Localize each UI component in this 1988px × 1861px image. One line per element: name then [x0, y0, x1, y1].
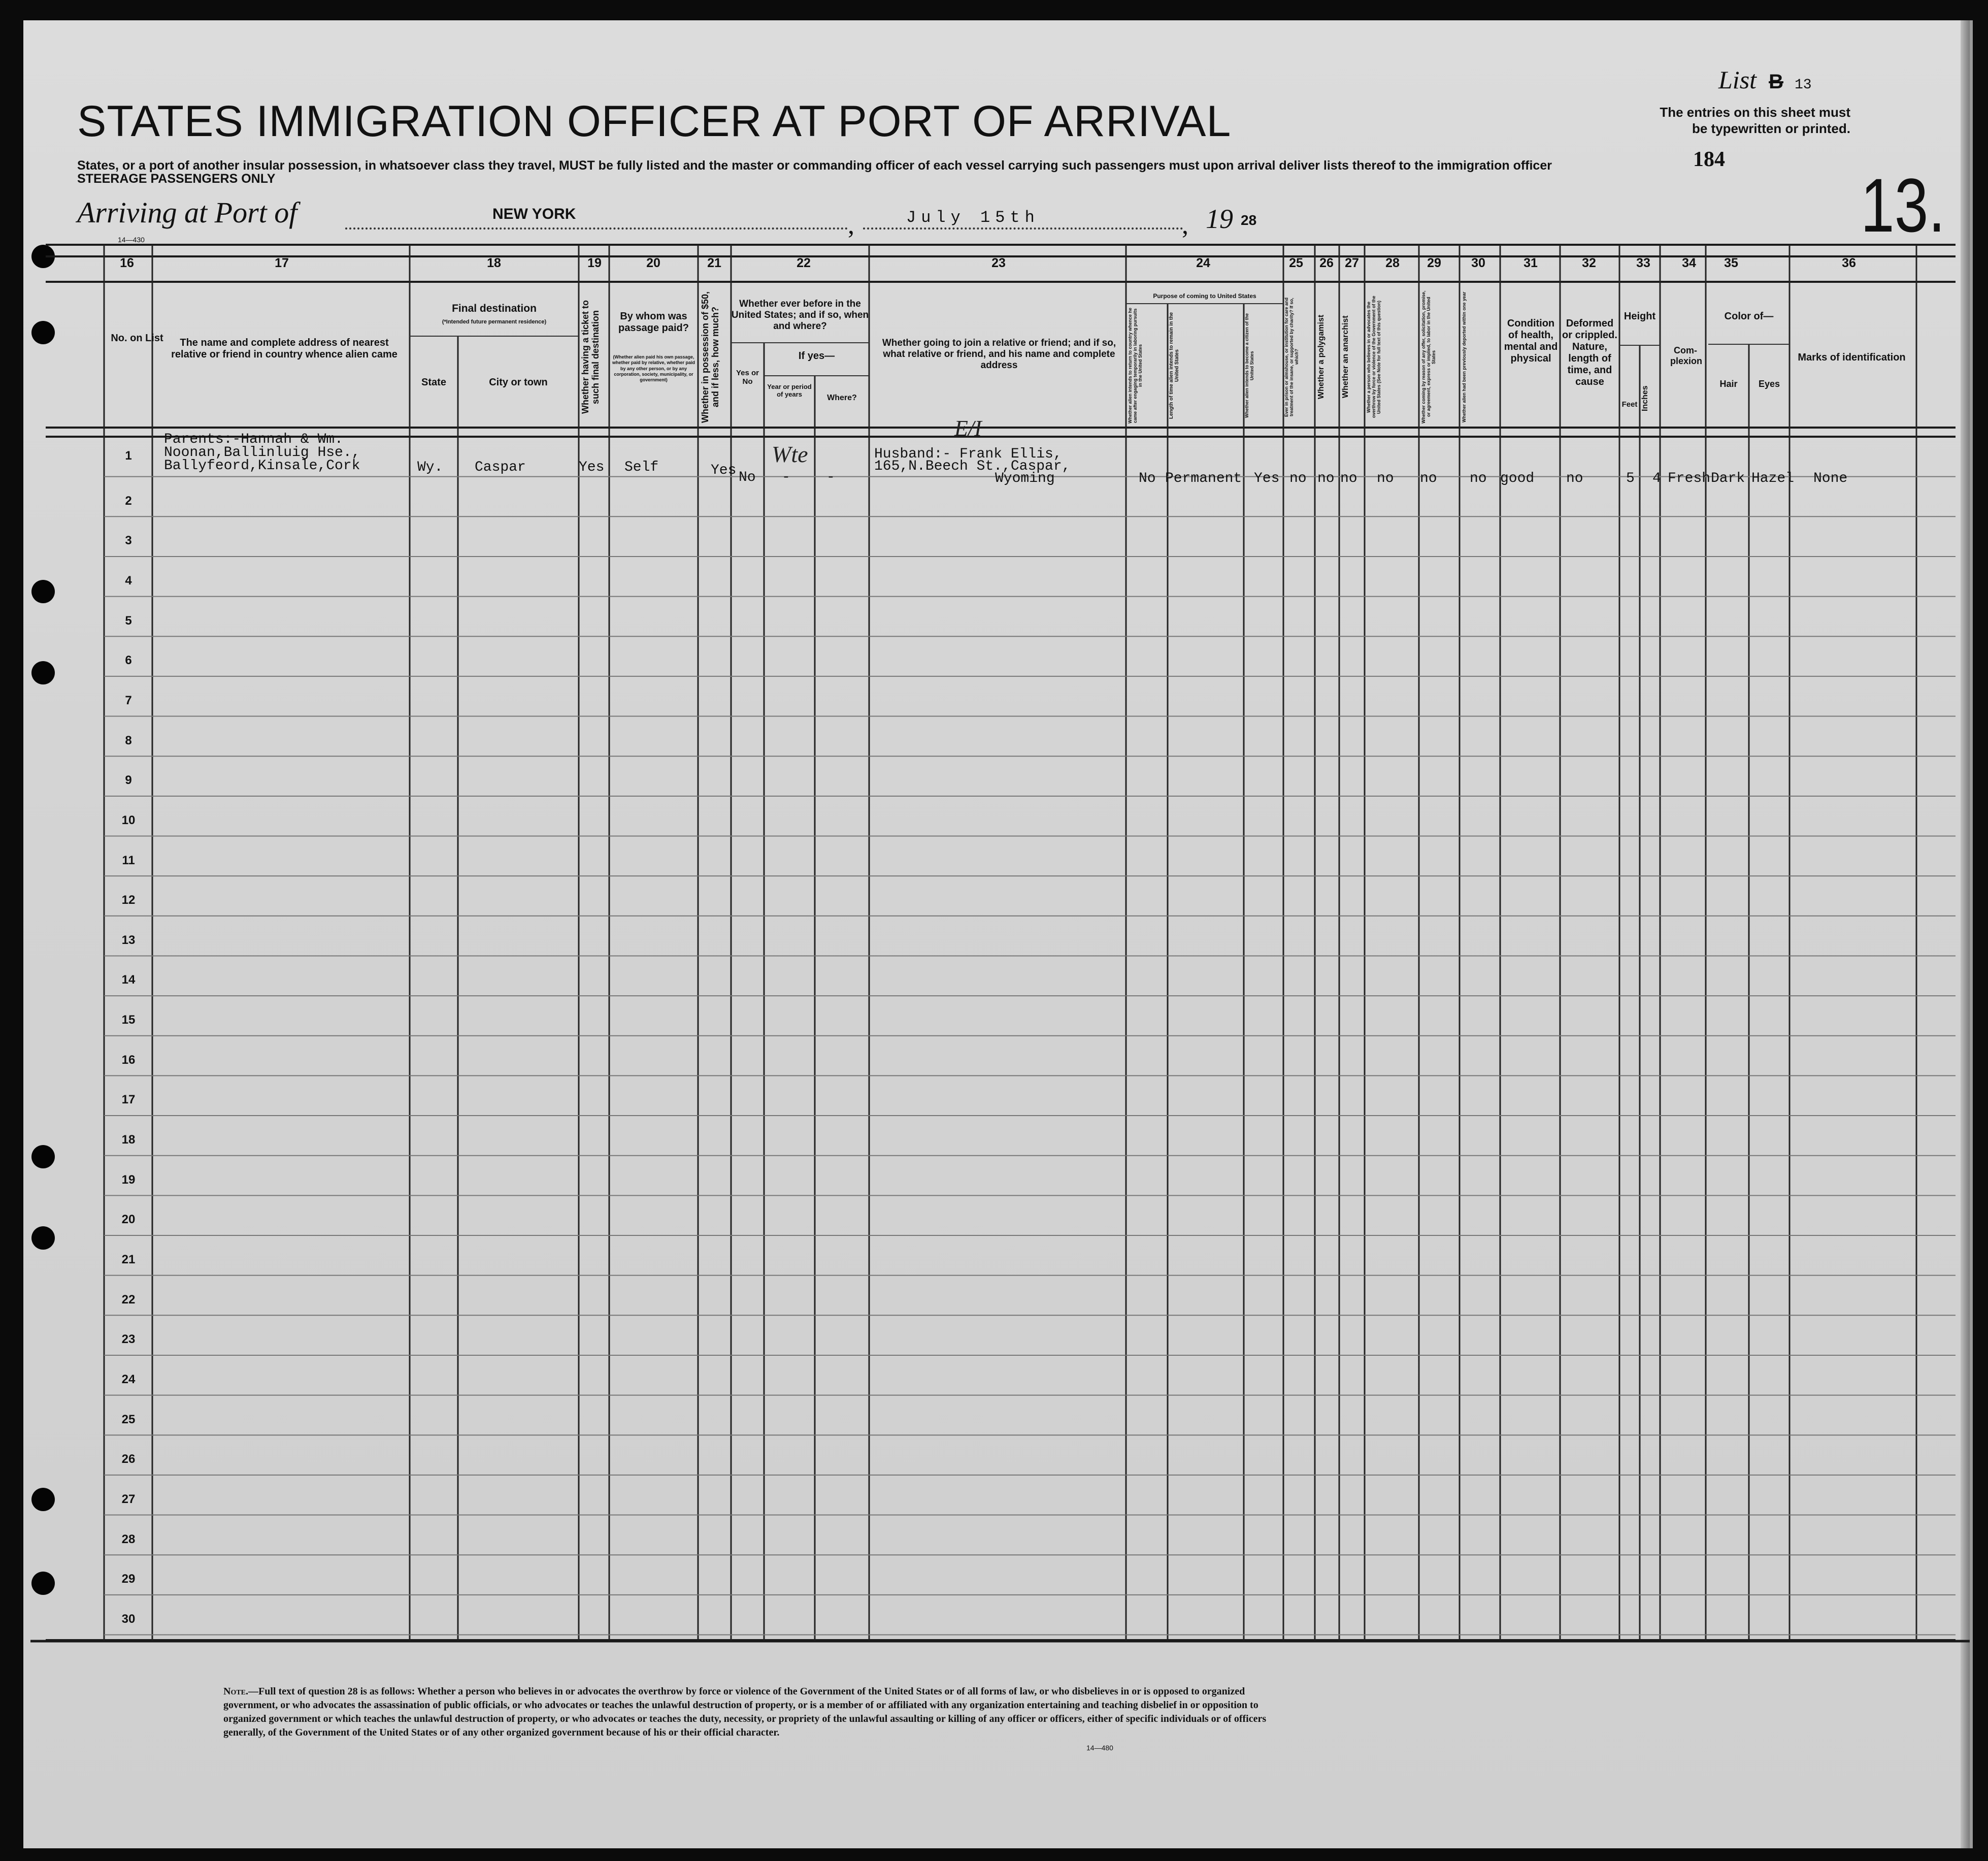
join-line: 165,N.Beech St.,Caspar, — [874, 459, 1071, 474]
col-num: 26 — [1319, 256, 1334, 270]
header-hair: Hair — [1719, 379, 1738, 389]
row-number: 5 — [125, 613, 132, 628]
row-number: 26 — [121, 1452, 136, 1466]
cell-complexion: Fresh — [1668, 471, 1711, 486]
cell-overthrow: no — [1377, 471, 1394, 486]
handwritten-annotation: Wte — [772, 441, 808, 467]
header-prison: Ever in prison or almshouse, or institution for care and treatment of the insane, or supported by charity? If so, which? — [1284, 297, 1299, 417]
row-number: 19 — [121, 1172, 136, 1187]
col-num: 23 — [991, 256, 1006, 270]
header-where: Where? — [827, 394, 857, 402]
handwritten-page-number: 13. — [1861, 162, 1945, 248]
header-deported: Whether alien had been previously deported within one year — [1462, 291, 1467, 422]
sheet-number: 184 — [1693, 148, 1725, 171]
cell-marks: None — [1813, 471, 1848, 486]
handwritten-annotation: E/I — [954, 416, 982, 441]
row-number: 15 — [121, 1013, 136, 1027]
row-number: 29 — [121, 1572, 136, 1586]
row-number: 16 — [121, 1053, 136, 1067]
cell-inches: 4 — [1652, 471, 1661, 486]
header-passage-paid-note: (Whether alien paid his own passage, whether paid by relative, whether paid by any other person, or by any corporation, society, municipality, or government) — [612, 354, 695, 382]
arrival-date: July 15th — [906, 208, 1040, 227]
col-num: 34 — [1682, 256, 1696, 270]
row-number: 9 — [125, 773, 132, 788]
join-line: Husband:- Frank Ellis, — [874, 446, 1062, 462]
footnote-lead: Note. — [223, 1686, 249, 1697]
year-suffix: 28 — [1241, 212, 1257, 228]
col-num: 20 — [646, 256, 660, 270]
col-num: 17 — [275, 256, 289, 270]
typewritten-note-line: The entries on this sheet must — [1660, 105, 1850, 120]
header-complexion: Com-plexion — [1670, 345, 1703, 366]
col-num: 29 — [1427, 256, 1441, 270]
header-eyes: Eyes — [1758, 379, 1780, 389]
header-inches: Inches — [1641, 385, 1649, 412]
row-number: 3 — [125, 534, 132, 548]
cell-feet: 5 — [1626, 471, 1635, 486]
row-number: 30 — [121, 1612, 136, 1626]
header-color-of: Color of— — [1724, 311, 1774, 322]
cell-passage: Self — [624, 460, 659, 475]
row-number: 25 — [121, 1412, 136, 1426]
join-line: Wyoming — [995, 471, 1055, 486]
header-purpose-return: Whether alien intends to return to country whence he came after engaging temporarily in laboring pursuits in the United States — [1128, 307, 1143, 424]
cell-ticket: Yes — [579, 460, 605, 475]
relative-line: Noonan,Ballinluig Hse., — [164, 445, 360, 461]
list-label: List — [1718, 66, 1757, 94]
header-marks: Marks of identification — [1798, 352, 1906, 363]
col-num: 30 — [1471, 256, 1485, 270]
relative-line: Parents:-Hannah & Wm. — [164, 432, 343, 447]
row-number: 17 — [121, 1093, 136, 1107]
col-num: 22 — [797, 256, 811, 270]
col-num: 18 — [487, 256, 501, 270]
header-polygamist: Whether a polygamist — [1317, 314, 1326, 400]
header-final-destination-note: (*Intended future permanent residence) — [442, 319, 547, 325]
header-health: Condition of health, mental and physical — [1504, 318, 1558, 364]
row-number: 21 — [121, 1253, 136, 1266]
cell-state: Wy. — [417, 460, 443, 475]
header-length-of-time: Length of time alien intends to remain in the United States — [1169, 312, 1180, 419]
steerage-label: STEERAGE PASSENGERS ONLY — [77, 172, 276, 186]
row-number: 11 — [122, 853, 135, 867]
row-number: 28 — [121, 1532, 136, 1546]
row-number: 14 — [121, 973, 136, 987]
header-feet: Feet — [1621, 400, 1638, 409]
col-num: 33 — [1636, 256, 1650, 270]
header-deformed: Deformed or crippled. Nature, length of time, and cause — [1562, 318, 1617, 387]
cell-year-period: - — [782, 470, 790, 485]
cell-polygamist: no — [1317, 471, 1335, 486]
form-title: STATES IMMIGRATION OFFICER AT PORT OF ARRIVAL — [77, 97, 1232, 146]
header-overthrow: Whether a person who believes in or advocates the overthrow by force or violence of the Government of the United States (See Note for full text of this question) — [1366, 296, 1381, 418]
header-possession: Whether in possession of $50, and if less, how much? — [700, 291, 720, 423]
form-code-bottom: 14—480 — [1086, 1744, 1113, 1752]
cell-health: good — [1500, 471, 1535, 486]
header-nearest-relative: The name and complete address of nearest relative or friend in country whence alien came — [171, 337, 397, 360]
col-num: 25 — [1289, 256, 1303, 270]
arriving-label: Arriving at Port of — [77, 196, 297, 229]
cell-return: No — [1139, 471, 1156, 486]
header-offer: Whether coming by reason of any offer, solicitation, promise, or agreement, express or implied, to labor in the United States — [1421, 290, 1436, 423]
row-number: 1 — [125, 449, 132, 463]
typewritten-note-line: be typewritten or printed. — [1692, 121, 1850, 136]
header-no-on-list: No. on List — [111, 333, 163, 344]
row-number: 20 — [121, 1213, 136, 1227]
relative-line: Ballyfeord,Kinsale,Cork — [164, 458, 360, 474]
header-ticket: Whether having a ticket to such final destination — [580, 300, 601, 414]
cell-prison: no — [1289, 471, 1307, 486]
cell-deformed: no — [1566, 471, 1583, 486]
header-state: State — [421, 377, 446, 388]
list-number: 13 — [1794, 77, 1812, 93]
col-num: 28 — [1385, 256, 1400, 270]
row-number: 24 — [121, 1372, 136, 1386]
col-num: 27 — [1345, 256, 1359, 270]
row-number: 2 — [125, 494, 132, 508]
header-yes-or-no: Yes or No — [736, 369, 759, 386]
cell-deported: no — [1470, 471, 1487, 486]
col-num: 19 — [587, 256, 602, 270]
cell-possession: Yes — [711, 463, 737, 478]
cell-citizen: Yes — [1254, 471, 1280, 486]
header-final-destination: Final destination — [452, 303, 537, 314]
footnote-text: —Full text of question 28 is as follows: Whether a person who believes in or advocates the overthrow by force or violence of the Government of the United States or of all forms of law, or who disbelieves in or is opposed to organized government, or who advocates the assassination of public officials, or who advocates or teaches the unlawful destruction of property, or is a member of or affiliated with any organization entertaining and teaching disbelief in or opposition to organized government or which teaches the unlawful destruction of property, or who advocates or teaches the duty, necessity, or propriety of the unlawful assaulting or killing of any officer or officers, either of specific individuals or of officers generally, of the Government of the United States or of any other organized government because of his or their official character. — [223, 1686, 1267, 1738]
header-anarchist: Whether an anarchist — [1341, 315, 1350, 399]
cell-anarchist: no — [1340, 471, 1357, 486]
header-purpose: Purpose of coming to United States — [1153, 292, 1256, 300]
col-num: 21 — [707, 256, 721, 270]
row-number: 6 — [125, 654, 132, 668]
row-number: 4 — [125, 573, 132, 587]
form-code-top: 14—430 — [118, 236, 145, 244]
cell-hair: Dark — [1711, 471, 1745, 486]
header-year-period: Year or period of years — [767, 383, 812, 398]
form-subtitle: States, or a port of another insular possession, in whatsoever class they travel, MUST be fully listed and the master or commanding officer of each vessel carrying such passengers must upon arrival deliver lists thereof to the immigration officer — [77, 158, 1552, 173]
cell-city: Caspar — [475, 460, 526, 475]
col-num: 32 — [1582, 256, 1596, 270]
row-number: 18 — [121, 1133, 136, 1147]
col-num: 36 — [1842, 256, 1856, 270]
row-number: 22 — [121, 1292, 136, 1307]
cell-offer: no — [1420, 471, 1437, 486]
row-number: 13 — [121, 933, 136, 947]
cell-where: - — [826, 470, 835, 485]
row-number: 7 — [125, 693, 132, 707]
header-citizen: Whether alien intends to become a citizen of the United States — [1244, 313, 1254, 418]
cell-ever-before: No — [739, 470, 756, 485]
header-ever-before: Whether ever before in the United States; and if so, when and where? — [731, 299, 869, 332]
header-city: City or town — [489, 377, 548, 388]
row-number: 10 — [121, 813, 136, 827]
footnote — [223, 1685, 1300, 1740]
col-num: 16 — [120, 256, 134, 270]
col-num: 35 — [1724, 256, 1738, 270]
row-number: 8 — [125, 733, 132, 747]
row-number: 23 — [121, 1332, 136, 1347]
header-height: Height — [1623, 311, 1656, 322]
header-if-yes: If yes— — [798, 350, 835, 362]
col-num: 31 — [1523, 256, 1538, 270]
header-passage-paid: By whom was passage paid? — [618, 311, 689, 334]
list-struck-letter: B — [1769, 71, 1783, 93]
header-join-relative: Whether going to join a relative or friend; and if so, what relative or friend, and his name and complete address — [882, 338, 1116, 371]
col-num: 24 — [1196, 256, 1210, 270]
port-name: NEW YORK — [492, 206, 576, 222]
row-number: 12 — [121, 893, 136, 907]
cell-eyes: Hazel — [1751, 471, 1795, 486]
year-prefix: 19 — [1206, 204, 1233, 234]
row-number: 27 — [121, 1492, 136, 1506]
cell-length: Permanent — [1165, 471, 1242, 486]
